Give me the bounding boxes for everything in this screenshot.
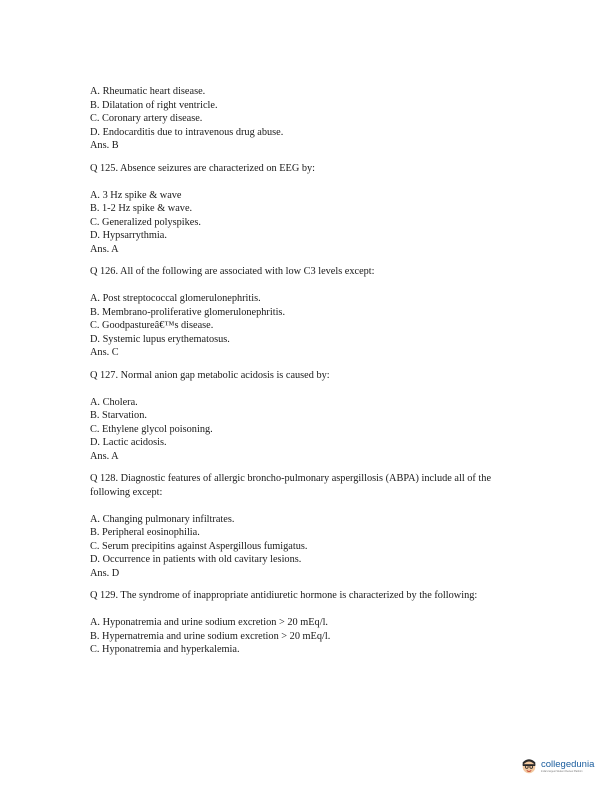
- question-block-129: [90, 589, 530, 657]
- option-line: B. Starvation.: [90, 410, 147, 421]
- continued-question: [90, 85, 530, 153]
- question-block-127: [90, 369, 530, 464]
- question-block-126: [90, 265, 530, 360]
- question-block-128: [90, 472, 530, 580]
- option-line: D. Hypsarrythmia.: [90, 230, 167, 241]
- answer-line: Ans. A: [90, 243, 119, 255]
- answer-line: Ans. D: [90, 567, 120, 579]
- answer-line: Ans. B: [90, 140, 119, 151]
- question-text: Q 126. All of the following are associated with low C3 levels except:: [90, 266, 375, 277]
- option-line: C. Generalized polyspikes.: [90, 216, 201, 228]
- option-line: A. Post streptococcal glomerulonephritis.: [90, 293, 261, 304]
- option-line: D. Occurrence in patients with old cavitary lesions.: [90, 554, 302, 565]
- option-line: B. Hypernatremia and urine sodium excretion > 20 mEq/l.: [90, 630, 331, 642]
- question-text: Q 128. Diagnostic features of allergic broncho-pulmonary aspergillosis (ABPA) include all of the following except:: [90, 473, 492, 498]
- option-line: A. 3 Hz spike & wave: [90, 189, 182, 201]
- brand-tagline: India's largest Student Review Platform: [541, 769, 583, 773]
- option-line: A. Changing pulmonary infiltrates.: [90, 513, 235, 525]
- option-line: A. Cholera.: [90, 396, 138, 408]
- document-page: [90, 85, 530, 657]
- option-line: C. Hyponatremia and hyperkalemia.: [90, 644, 240, 655]
- brand-name: collegedunia: [541, 758, 595, 770]
- student-mascot-icon: [520, 757, 538, 775]
- option-line: D. Systemic lupus erythematosus.: [90, 333, 230, 345]
- option-line: D. Lactic acidosis.: [90, 437, 167, 448]
- option-line: C. Serum precipitins against Aspergillous fumigatus.: [90, 540, 308, 552]
- option-line: B. 1-2 Hz spike & wave.: [90, 203, 193, 214]
- option-line: C. Ethylene glycol poisoning.: [90, 423, 213, 435]
- answer-line: Ans. A: [90, 450, 119, 462]
- option-line: C. Goodpastureâ€™s disease.: [90, 320, 214, 331]
- option-line: B. Dilatation of right ventricle.: [90, 99, 218, 111]
- option-line: C. Coronary artery disease.: [90, 113, 203, 124]
- option-line: B. Peripheral eosinophilia.: [90, 527, 200, 538]
- collegedunia-logo: [520, 757, 594, 775]
- question-text: Q 125. Absence seizures are characterized on EEG by:: [90, 162, 316, 174]
- option-line: D. Endocarditis due to intravenous drug abuse.: [90, 126, 284, 138]
- question-text: Q 129. The syndrome of inappropriate antidiuretic hormone is characterized by the following:: [90, 590, 478, 601]
- option-line: A. Rheumatic heart disease.: [90, 86, 206, 97]
- question-text: Q 127. Normal anion gap metabolic acidosis is caused by:: [90, 369, 330, 381]
- option-line: B. Membrano-proliferative glomerulonephritis.: [90, 306, 286, 318]
- option-line: A. Hyponatremia and urine sodium excretion > 20 mEq/l.: [90, 617, 329, 628]
- question-block-125: [90, 162, 530, 257]
- answer-line: Ans. C: [90, 347, 119, 358]
